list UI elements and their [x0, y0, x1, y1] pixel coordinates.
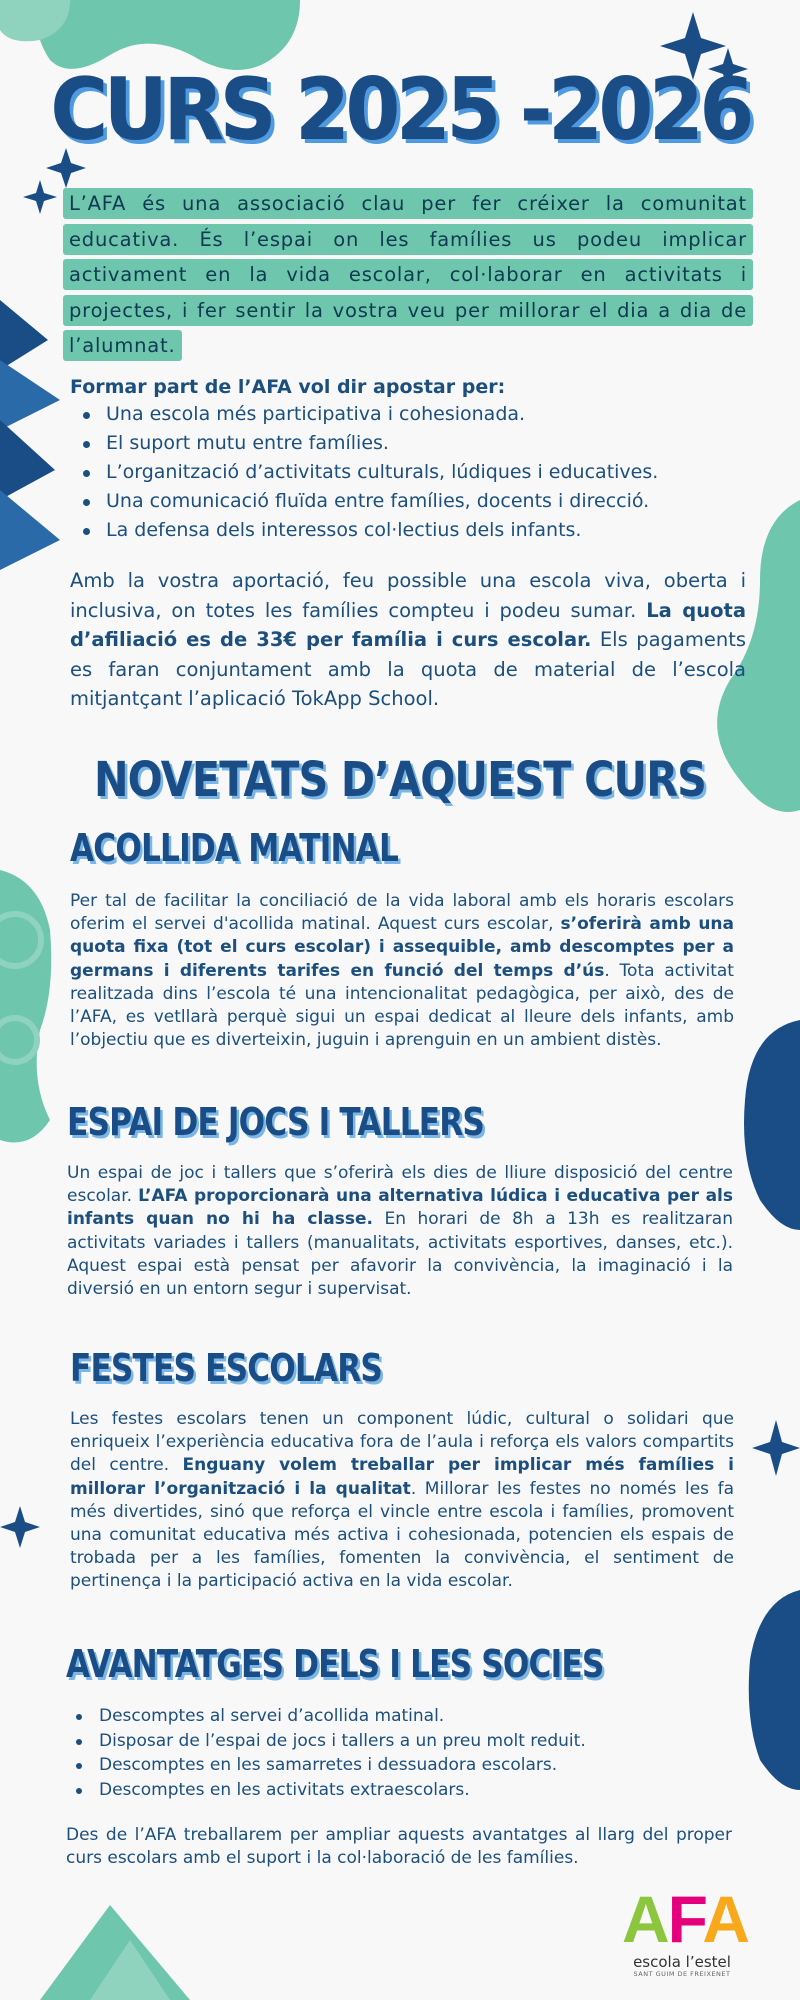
aportacio-paragraph: [70, 566, 746, 714]
page-title: CURS 2025 -2026: [50, 60, 750, 160]
jocs-highlight: L’AFA proporcionarà una alternativa lúdica i educativa per als infants quan no hi ha classe.: [67, 1186, 734, 1230]
novetats-heading: NOVETATS D’AQUEST CURS: [93, 752, 706, 808]
formar-section: [70, 376, 760, 545]
aportacio-text-2: Els pagaments es faran conjuntament amb la quota de material de l’escola mitjantçant l’aplicació TokApp School.: [70, 628, 746, 710]
festes-text-2: . Millorar les festes no només les fa més divertides, sinó que reforça el vincle entre escola i famílies, promovent una comunitat educativa més activa i cohesionada, potencien els espais de trobada per a les famílies, fomenten la convivència, el sentiment de pertinença i la participació activa en la vida escolar.: [70, 1478, 735, 1592]
intro-text: L’AFA és una associació clau per fer créixer la comunitat educativa. És l’espai on les famílies us podeu implicar activament en la vida escolar, col·laborar en activitats i projectes, i fer sentir la vostra veu per millorar el dia a dia de l’alumnat.: [63, 188, 753, 361]
logo-letters: [622, 1882, 749, 1956]
festes-paragraph: [70, 1408, 734, 1594]
afa-logo: [622, 1882, 749, 1978]
formar-list: [70, 400, 760, 545]
avantatges-list: [63, 1704, 743, 1802]
list-item: Una comunicació fluïda entre famílies, docents i direcció.: [70, 487, 760, 516]
list-item: Una escola més participativa i cohesionada.: [70, 400, 760, 429]
festes-heading: FESTES ESCOLARS: [70, 1346, 383, 1390]
jocs-heading: ESPAI DE JOCS I TALLERS: [67, 1100, 485, 1144]
logo-place: SANT GUIM DE FREIXENET: [633, 1970, 731, 1978]
list-item: El suport mutu entre famílies.: [70, 429, 760, 458]
festes-text-1: Les festes escolars tenen un component lúdic, cultural o solidari que enriqueix l’experiència educativa fora de l’aula i reforça els valors compartits del centre.: [70, 1409, 734, 1476]
logo-school-name: escola l’estel: [633, 1953, 731, 1971]
list-item: La defensa dels interessos col·lectius dels infants.: [70, 516, 760, 545]
logo-letter: F: [667, 1882, 703, 1956]
formar-lead: Formar part de l’AFA vol dir apostar per:: [70, 376, 506, 398]
jocs-paragraph: [67, 1162, 733, 1301]
final-paragraph: Des de l’AFA treballarem per ampliar aquests avantatges al llarg del proper curs escolars amb el suport i la col·laboració de les famílies.: [66, 1825, 732, 1869]
intro-paragraph: [63, 186, 753, 364]
logo-letter: A: [702, 1882, 749, 1956]
acollida-paragraph: [70, 890, 734, 1052]
quota-highlight: La quota d’afiliació es de 33€ per família i curs escolar.: [70, 598, 746, 651]
logo-letter: A: [622, 1882, 668, 1956]
acollida-text-1: Per tal de facilitar la conciliació de la vida laboral amb els horaris escolars oferim el servei d'acollida matinal. Aquest curs escolar,: [70, 891, 734, 935]
list-item: L’organització d’activitats culturals, lúdiques i educatives.: [70, 458, 760, 487]
jocs-text-1: Un espai de joc i tallers que s’oferirà els dies de lliure disposició del centre escolar.: [67, 1163, 733, 1207]
list-item: Disposar de l’espai de jocs i tallers a un preu molt reduit.: [63, 1729, 743, 1754]
aportacio-text-1: Amb la vostra aportació, feu possible una escola viva, oberta i inclusiva, on totes les famílies compteu i podeu sumar.: [70, 569, 746, 622]
acollida-highlight: s’oferirà amb una quota fixa (tot el curs escolar) i assequible, amb descomptes per a germans i diferents tarifes en funció del temps d’ús: [70, 914, 734, 981]
list-item: Descomptes en les activitats extraescolars.: [63, 1778, 743, 1803]
list-item: Descomptes al servei d’acollida matinal.: [63, 1704, 743, 1729]
list-item: Descomptes en les samarretes i dessuadora escolars.: [63, 1753, 743, 1778]
acollida-text-2: . Tota activitat realitzada dins l’escola té una intencionalitat pedagògica, per això, des de l’AFA, es vetllarà perquè sigui un espai dedicat al lleure dels infants, amb l’objectiu que es diverteixin, juguin i aprenguin en un ambient distès.: [70, 960, 734, 1051]
jocs-text-2: En horari de 8h a 13h es realitzaran activitats variades i tallers (manualitats, activitats esportives, danses, etc.). Aquest espai està pensat per afavorir la convivència, la imaginació i la diversió en un entorn segur i supervisat.: [67, 1209, 733, 1300]
festes-highlight: Enguany volem treballar per implicar més famílies i millorar l’organització i la qualitat: [70, 1455, 734, 1499]
acollida-heading: ACOLLIDA MATINAL: [70, 826, 399, 870]
avantatges-heading: AVANTATGES DELS I LES SOCIES: [66, 1642, 604, 1686]
